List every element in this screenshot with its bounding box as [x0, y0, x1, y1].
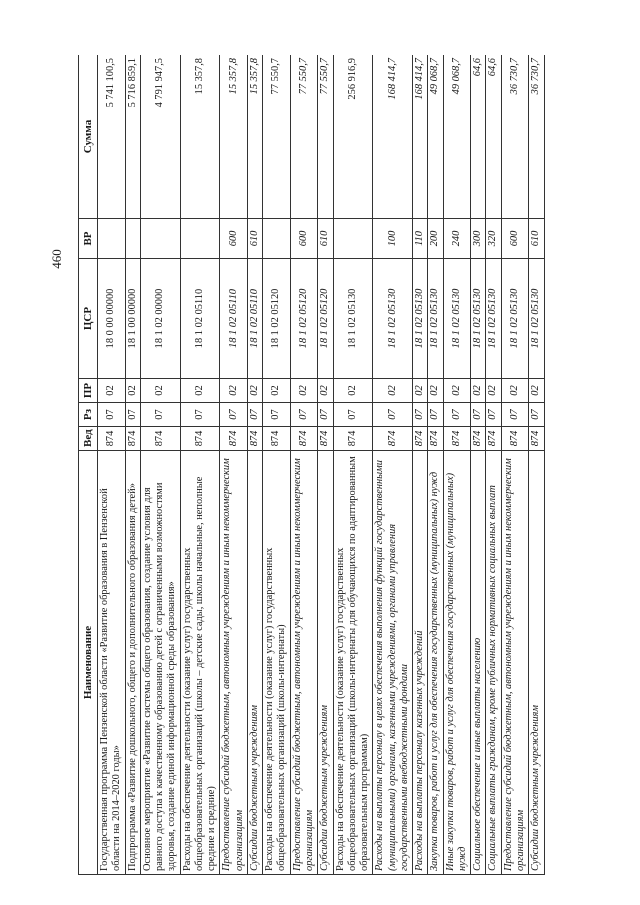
table-cell-pr: 02: [318, 379, 333, 403]
table-cell-csr: 18 1 02 05130: [413, 259, 428, 379]
table-cell-ved: 874: [529, 427, 544, 451]
header-csr: ЦСР: [79, 259, 98, 379]
table-cell-csr: 18 1 02 05130: [373, 259, 413, 379]
table-cell-rz: 07: [413, 403, 428, 427]
table-cell-pr: 02: [290, 379, 318, 403]
table-row: [140, 55, 180, 875]
table-row: [443, 55, 471, 875]
table-cell-sum: 168 414,7: [413, 55, 428, 219]
table-cell-ved: 874: [220, 427, 248, 451]
table-cell-pr: 02: [247, 379, 262, 403]
table-cell-pr: 02: [125, 379, 140, 403]
table-row: [247, 55, 262, 875]
table-cell-vr: 600: [290, 219, 318, 259]
table-cell-sum: 15 357,8: [180, 55, 220, 219]
table-cell-name: Государственная программа Пензенской области «Развитие образования в Пензенской области на 2014–2020 годы»: [98, 451, 126, 875]
table-cell-sum: 77 550,7: [290, 55, 318, 219]
table-cell-sum: 15 357,8: [247, 55, 262, 219]
table-cell-name: Основное мероприятие «Развитие системы общего образования, создание условия для равного доступа к качественному образованию детей с ограниченными возможностями здоровья, создание единой информационной среды образования»: [140, 451, 180, 875]
table-cell-pr: 02: [486, 379, 501, 403]
table-row: [98, 55, 126, 875]
table-cell-ved: 874: [140, 427, 180, 451]
table-cell-csr: 18 1 02 05130: [529, 259, 544, 379]
table-cell-ved: 874: [247, 427, 262, 451]
table-cell-ved: 874: [428, 427, 443, 451]
table-cell-name: Предоставление субсидий бюджетным, автономным учреждениям и иным некоммерческим организациям: [290, 451, 318, 875]
table-cell-pr: 02: [333, 379, 373, 403]
table-cell-rz: 07: [140, 403, 180, 427]
table-cell-ved: 874: [180, 427, 220, 451]
table-cell-vr: 240: [443, 219, 471, 259]
table-cell-csr: 18 1 02 05120: [263, 259, 291, 379]
table-cell-sum: 5 741 100,5: [98, 55, 126, 219]
header-ved: Вед: [79, 427, 98, 451]
table-cell-name: Подпрограмма «Развитие дошкольного, общего и дополнительного образования детей»: [125, 451, 140, 875]
table-cell-sum: 256 916,9: [333, 55, 373, 219]
table-cell-csr: 18 0 00 00000: [98, 259, 126, 379]
table-cell-name: Предоставление субсидий бюджетным, автономным учреждениям и иным некоммерческим организациям: [220, 451, 248, 875]
table-cell-sum: 77 550,7: [318, 55, 333, 219]
rotated-table-container: [78, 55, 583, 875]
table-cell-vr: 300: [471, 219, 486, 259]
table-cell-rz: 07: [125, 403, 140, 427]
table-cell-pr: 02: [471, 379, 486, 403]
table-cell-rz: 07: [220, 403, 248, 427]
table-cell-vr: 610: [247, 219, 262, 259]
table-cell-rz: 07: [443, 403, 471, 427]
header-name: Наименование: [79, 451, 98, 875]
table-cell-pr: 02: [413, 379, 428, 403]
table-cell-csr: 18 1 00 00000: [125, 259, 140, 379]
table-cell-csr: 18 1 02 05120: [290, 259, 318, 379]
table-cell-rz: 07: [486, 403, 501, 427]
header-sum: Сумма: [79, 55, 98, 219]
table-cell-sum: 77 550,7: [263, 55, 291, 219]
table-cell-csr: 18 1 02 05130: [501, 259, 529, 379]
table-cell-vr: 100: [373, 219, 413, 259]
table-cell-name: Расходы на выплаты персоналу в целях обеспечения выполнения функций государственными (муниципальными) органами, казенными учреждениями, органами управления государственными внебюджетными фондами: [373, 451, 413, 875]
table-cell-pr: 02: [501, 379, 529, 403]
table-body: [98, 55, 545, 875]
table-cell-sum: 49 068,7: [443, 55, 471, 219]
table-cell-ved: 874: [413, 427, 428, 451]
table-cell-rz: 07: [373, 403, 413, 427]
table-row: [220, 55, 248, 875]
table-cell-ved: 874: [501, 427, 529, 451]
table-cell-name: Субсидии бюджетным учреждениям: [529, 451, 544, 875]
table-cell-name: Иные закупки товаров, работ и услуг для обеспечения государственных (муниципальных) нужд: [443, 451, 471, 875]
table-cell-rz: 07: [247, 403, 262, 427]
table-cell-rz: 07: [333, 403, 373, 427]
table-cell-name: Социальное обеспечение и иные выплаты населению: [471, 451, 486, 875]
table-row: [373, 55, 413, 875]
table-row: [333, 55, 373, 875]
table-cell-rz: 07: [263, 403, 291, 427]
table-row: [486, 55, 501, 875]
table-cell-vr: [98, 219, 126, 259]
table-row: [471, 55, 486, 875]
table-cell-csr: 18 1 02 05110: [180, 259, 220, 379]
table-cell-ved: 874: [471, 427, 486, 451]
page-number: 460: [48, 249, 64, 269]
table-cell-vr: [125, 219, 140, 259]
table-cell-rz: 07: [318, 403, 333, 427]
table-cell-vr: [180, 219, 220, 259]
table-cell-ved: 874: [263, 427, 291, 451]
table-cell-vr: [263, 219, 291, 259]
table-cell-sum: 64,6: [486, 55, 501, 219]
table-cell-vr: 320: [486, 219, 501, 259]
table-cell-sum: 64,6: [471, 55, 486, 219]
table-cell-ved: 874: [318, 427, 333, 451]
table-cell-pr: 02: [529, 379, 544, 403]
table-cell-name: Расходы на обеспечение деятельности (оказание услуг) государственных общеобразовательных организаций (школы-интернаты для обучающихся по адаптированным образовательным программам): [333, 451, 373, 875]
table-cell-sum: 5 716 859,1: [125, 55, 140, 219]
table-cell-vr: 200: [428, 219, 443, 259]
table-row: [413, 55, 428, 875]
header-pr: ПР: [79, 379, 98, 403]
table-cell-name: Предоставление субсидий бюджетным, автономным учреждениям и иным некоммерческим организациям: [501, 451, 529, 875]
table-cell-name: Социальные выплаты гражданам, кроме публичных нормативных социальных выплат: [486, 451, 501, 875]
table-cell-csr: 18 1 02 05110: [220, 259, 248, 379]
table-row: [428, 55, 443, 875]
table-cell-pr: 02: [263, 379, 291, 403]
table-cell-csr: 18 1 02 05120: [318, 259, 333, 379]
table-row: [290, 55, 318, 875]
header-rz: Рз: [79, 403, 98, 427]
table-row: [180, 55, 220, 875]
table-cell-pr: 02: [140, 379, 180, 403]
table-cell-vr: [333, 219, 373, 259]
table-cell-vr: 600: [220, 219, 248, 259]
table-cell-name: Расходы на выплаты персоналу казенных учреждений: [413, 451, 428, 875]
table-cell-csr: 18 1 02 05110: [247, 259, 262, 379]
table-cell-rz: 07: [529, 403, 544, 427]
table-row: [125, 55, 140, 875]
table-cell-vr: 600: [501, 219, 529, 259]
table-cell-pr: 02: [220, 379, 248, 403]
table-cell-rz: 07: [290, 403, 318, 427]
header-vr: ВР: [79, 219, 98, 259]
table-cell-sum: 36 730,7: [529, 55, 544, 219]
table-row: [318, 55, 333, 875]
table-cell-vr: 610: [529, 219, 544, 259]
table-cell-ved: 874: [443, 427, 471, 451]
table-cell-sum: 168 414,7: [373, 55, 413, 219]
table-cell-csr: 18 1 02 05130: [443, 259, 471, 379]
table-cell-vr: [140, 219, 180, 259]
table-cell-pr: 02: [443, 379, 471, 403]
table-row: [501, 55, 529, 875]
table-cell-rz: 07: [180, 403, 220, 427]
table-header-row: [79, 55, 98, 875]
table-cell-pr: 02: [373, 379, 413, 403]
table-cell-csr: 18 1 02 00000: [140, 259, 180, 379]
table-cell-name: Субсидии бюджетным учреждениям: [318, 451, 333, 875]
table-cell-ved: 874: [486, 427, 501, 451]
table-cell-csr: 18 1 02 05130: [486, 259, 501, 379]
table-cell-name: Закупка товаров, работ и услуг для обеспечения государственных (муниципальных) нужд: [428, 451, 443, 875]
table-cell-vr: 610: [318, 219, 333, 259]
table-row: [529, 55, 544, 875]
table-cell-sum: 15 357,8: [220, 55, 248, 219]
table-cell-ved: 874: [98, 427, 126, 451]
table-wrapper: [78, 55, 583, 875]
table-cell-sum: 4 791 947,5: [140, 55, 180, 219]
table-cell-csr: 18 1 02 05130: [333, 259, 373, 379]
table-cell-rz: 07: [471, 403, 486, 427]
table-row: [263, 55, 291, 875]
table-cell-pr: 02: [180, 379, 220, 403]
table-cell-ved: 874: [125, 427, 140, 451]
table-cell-name: Расходы на обеспечение деятельности (оказание услуг) государственных общеобразовательных организаций (школы – детские сады, школы начальные, неполные средние и средние): [180, 451, 220, 875]
table-cell-name: Субсидии бюджетным учреждениям: [247, 451, 262, 875]
table-cell-ved: 874: [333, 427, 373, 451]
table-cell-csr: 18 1 02 05130: [471, 259, 486, 379]
table-cell-ved: 874: [290, 427, 318, 451]
table-cell-rz: 07: [501, 403, 529, 427]
budget-table: [78, 55, 545, 875]
table-cell-rz: 07: [428, 403, 443, 427]
table-cell-rz: 07: [98, 403, 126, 427]
table-cell-ved: 874: [373, 427, 413, 451]
table-cell-csr: 18 1 02 05130: [428, 259, 443, 379]
table-cell-pr: 02: [98, 379, 126, 403]
table-cell-sum: 49 068,7: [428, 55, 443, 219]
table-cell-name: Расходы на обеспечение деятельности (оказание услуг) государственных общеобразовательных организаций (школы-интернаты): [263, 451, 291, 875]
table-cell-vr: 110: [413, 219, 428, 259]
table-cell-pr: 02: [428, 379, 443, 403]
table-cell-sum: 36 730,7: [501, 55, 529, 219]
